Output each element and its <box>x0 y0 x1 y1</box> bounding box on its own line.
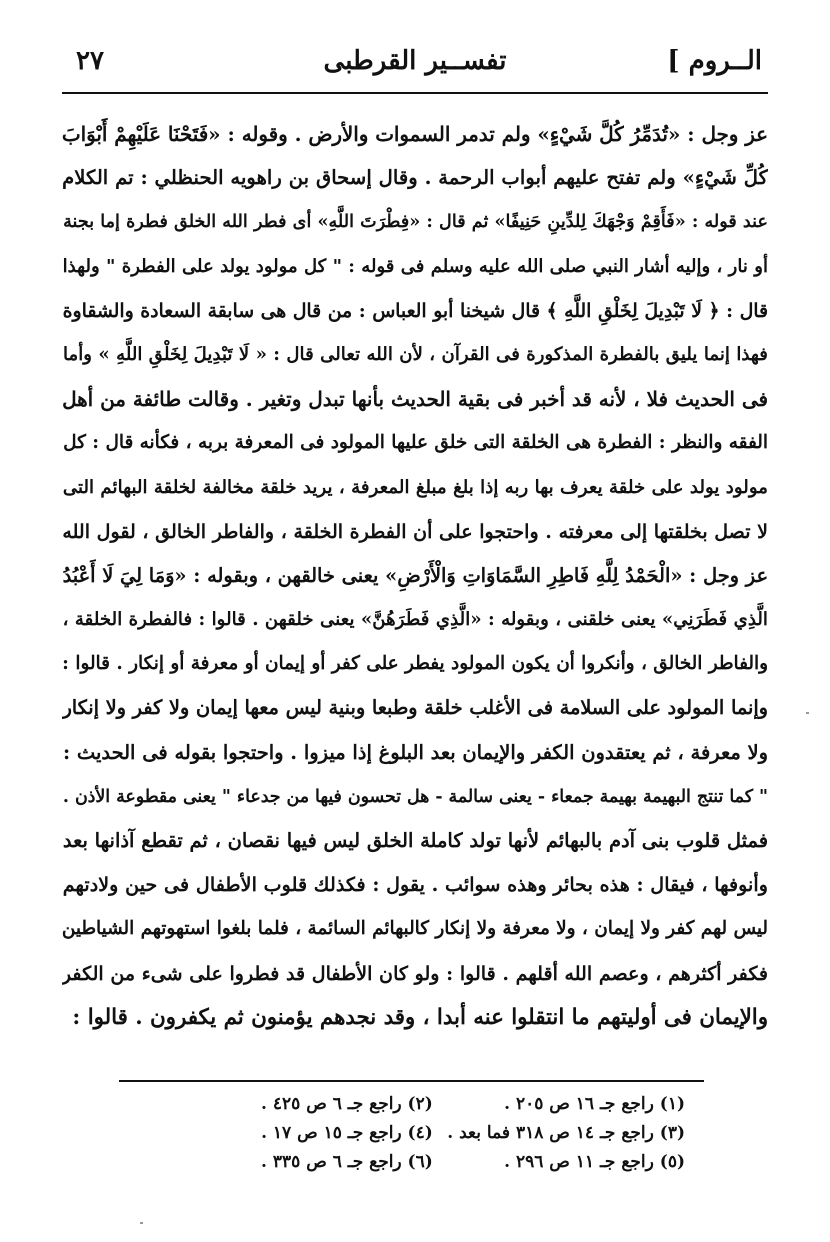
footnote-row <box>200 1119 685 1148</box>
footnotes <box>200 1090 685 1177</box>
footnote-6: (٦) راجع جـ ٦ ص ٣٣٥ . <box>261 1152 433 1172</box>
scan-speck <box>806 712 809 714</box>
footnote-row <box>200 1148 685 1177</box>
body-line: عز وجل : «الْحَمْدُ لِلَّهِ فَاطِرِ السَّمَاوَاتِ وَالْأَرْضِ» يعنى خالقهن ، وبقوله : «وَمَا لِيَ لَا أَعْبُدُ <box>62 563 768 587</box>
footnote-3: (٣) راجع جـ ١٤ ص ٣١٨ فما بعد . <box>447 1123 685 1143</box>
body-line: عز وجل : «تُدَمِّرُ كُلَّ شَيْءٍ» ولم تدمر السموات والأرض . وقوله : «فَتَحْنَا عَلَيْهِمْ أَبْوَابَ <box>62 122 768 146</box>
body-line: والإيمان فى أوليتهم ما انتقلوا عنه أبدا ، وقد نجدهم يؤمنون ثم يكفرون . قالوا : <box>72 1004 768 1030</box>
footnote-1: (١) راجع جـ ١٦ ص ٢٠٥ . <box>504 1094 685 1114</box>
scan-speck <box>140 1222 143 1224</box>
body-text <box>62 112 768 1040</box>
body-line: وإنما المولود على السلامة فى الأغلب خلقة وطبعا وبنية ليس معها إيمان ولا كفر ولا إنكار <box>62 696 768 720</box>
body-line: فكفر أكثرهم ، وعصم الله أقلهم . قالوا : ولو كان الأطفال قد فطروا على شىء من الكفر <box>62 962 768 985</box>
body-line: عند قوله : «فَأَقِمْ وَجْهَكَ لِلدِّينِ حَنِيفًا» ثم قال : «فِطْرَتَ اللَّهِ» أى فطر الله الخلق فطرة إما بجنة <box>63 211 768 233</box>
footnote-4: (٤) راجع جـ ١٥ ص ١٧ . <box>261 1123 433 1143</box>
surah-name: الــروم ] <box>667 46 762 76</box>
header-rule <box>62 92 768 94</box>
running-title: تفســير القرطبى <box>323 46 507 76</box>
body-line: مولود يولد على خلقة يعرف بها ربه إذا بلغ مبلغ المعرفة ، يريد خلقة مخالفة لخلقة البهائم التى <box>62 476 768 498</box>
body-line: وأنوفها ، فيقال : هذه بحائر وهذه سوائب . يقول : فكذلك قلوب الأطفال فى حين ولادتهم <box>62 873 768 897</box>
body-line: فهذا إنما يليق بالفطرة المذكورة فى القرآن ، لأن الله تعالى قال : « لَا تَبْدِيلَ لِخَلْقِ اللَّهِ » وأما <box>62 343 768 365</box>
body-line: " كما تنتج البهيمة بهيمة جمعاء - يعنى سالمة - هل تحسون فيها من جدعاء " يعنى مقطوعة الأذن . <box>62 786 768 807</box>
page-number: ٢٧ <box>76 46 104 76</box>
body-line: لا تصل بخلقتها إلى معرفته . واحتجوا على أن الفطرة الخلقة ، والفاطر الخالق ، لقول الله <box>62 520 768 543</box>
body-line: الفقه والنظر : الفطرة هى الخلقة التى خلق عليها المولود فى المعرفة بربه ، فكأنه قال : كل <box>63 432 768 454</box>
footnote-5: (٥) راجع جـ ١١ ص ٢٩٦ . <box>504 1152 685 1172</box>
page-header <box>62 40 768 96</box>
footnote-2: (٢) راجع جـ ٦ ص ٤٢٥ . <box>261 1094 433 1114</box>
body-line: أو نار ، وإليه أشار النبي صلى الله عليه وسلم فى قوله : " كل مولود يولد على الفطرة " ولهذا <box>62 255 768 277</box>
body-line: كُلِّ شَيْءٍ» ولم تفتح عليهم أبواب الرحمة . وقال إسحاق بن راهويه الحنظلي : تم الكلام <box>62 166 768 190</box>
body-line: فى الحديث فلا ، لأنه قد أخبر فى بقية الحديث بأنها تبدل وتغير . وقالت طائفة من أهل <box>62 387 768 412</box>
body-line: ليس لهم كفر ولا إيمان ، ولا معرفة ولا إنكار كالبهائم السائمة ، فلما بلغوا استهوتهم الشياطين <box>62 918 768 940</box>
body-line: ولا معرفة ، ثم يعتقدون الكفر والإيمان بعد البلوغ إذا ميزوا . واحتجوا بقوله فى الحديث : <box>62 740 768 764</box>
body-line: قال : ﴿ لَا تَبْدِيلَ لِخَلْقِ اللَّهِ ﴾ قال شيخنا أبو العباس : من قال هى سابقة السعادة والشقاوة <box>62 299 768 322</box>
body-line: فمثل قلوب بنى آدم بالبهائم لأنها تولد كاملة الخلق ليس فيها نقصان ، ثم تقطع آذانها بعد <box>62 829 768 852</box>
footnote-row <box>200 1090 685 1119</box>
body-line: والفاطر الخالق ، وأنكروا أن يكون المولود يفطر على كفر أو إيمان أو معرفة أو إنكار . قالوا : <box>62 653 768 675</box>
footnote-rule <box>119 1080 704 1082</box>
body-line: الَّذِي فَطَرَنِي» يعنى خلقنى ، وبقوله : «الَّذِي فَطَرَهُنَّ» يعنى خلقهن . قالوا : فالفطرة الخلقة ، <box>62 609 768 631</box>
